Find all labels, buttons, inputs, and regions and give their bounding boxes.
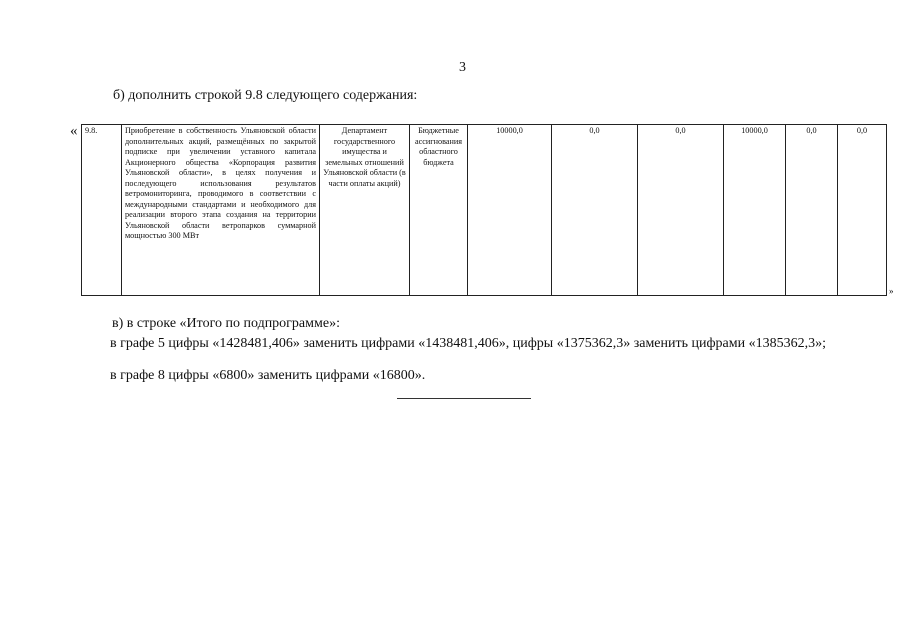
table-row — [82, 125, 887, 296]
row-source-cell: Бюджетные ассигнования областного бюджета — [410, 125, 468, 296]
amendment-paragraph-column-8: в графе 8 цифры «6800» заменить цифрами «16800». — [110, 368, 426, 383]
closing-separator-line — [397, 398, 531, 399]
open-quote: « — [70, 123, 78, 139]
row-name-cell: Приобретение в собственность Ульяновской области дополнительных акций, размещённых по закрытой подписке при увеличении уставного капитала Акционерного общества «Корпорация развития Ульяновской области», в целях получения и последующего использования результатов ветромониторинга, проводимого в соответствии с международными стандартами и необходимого для реализации второго этапа создания на территории Ульяновской области ветропарков суммарной мощностью 300 МВт — [122, 125, 320, 296]
close-quote: » — [889, 286, 894, 296]
amendment-intro-v: в) в строке «Итого по подпрограмме»: — [112, 316, 340, 331]
amendment-intro-b: б) дополнить строкой 9.8 следующего содержания: — [113, 88, 418, 103]
page-number: 3 — [459, 60, 466, 75]
row-executor-cell: Департамент государственного имущества и земельных отношений Ульяновской области (в части оплаты акций) — [320, 125, 410, 296]
row-value-cell: 10000,0 — [724, 125, 786, 296]
row-number-cell: 9.8. — [82, 125, 122, 296]
amendment-paragraph-column-5: в графе 5 цифры «1428481,406» заменить цифрами «1438481,406», цифры «1375362,3» заменить цифрами «1385362,3»; — [110, 336, 827, 351]
row-value-cell: 0,0 — [786, 125, 838, 296]
row-value-cell: 10000,0 — [468, 125, 552, 296]
amendment-row-table — [81, 124, 887, 296]
row-value-cell: 0,0 — [838, 125, 887, 296]
row-value-cell: 0,0 — [552, 125, 638, 296]
row-value-cell: 0,0 — [638, 125, 724, 296]
